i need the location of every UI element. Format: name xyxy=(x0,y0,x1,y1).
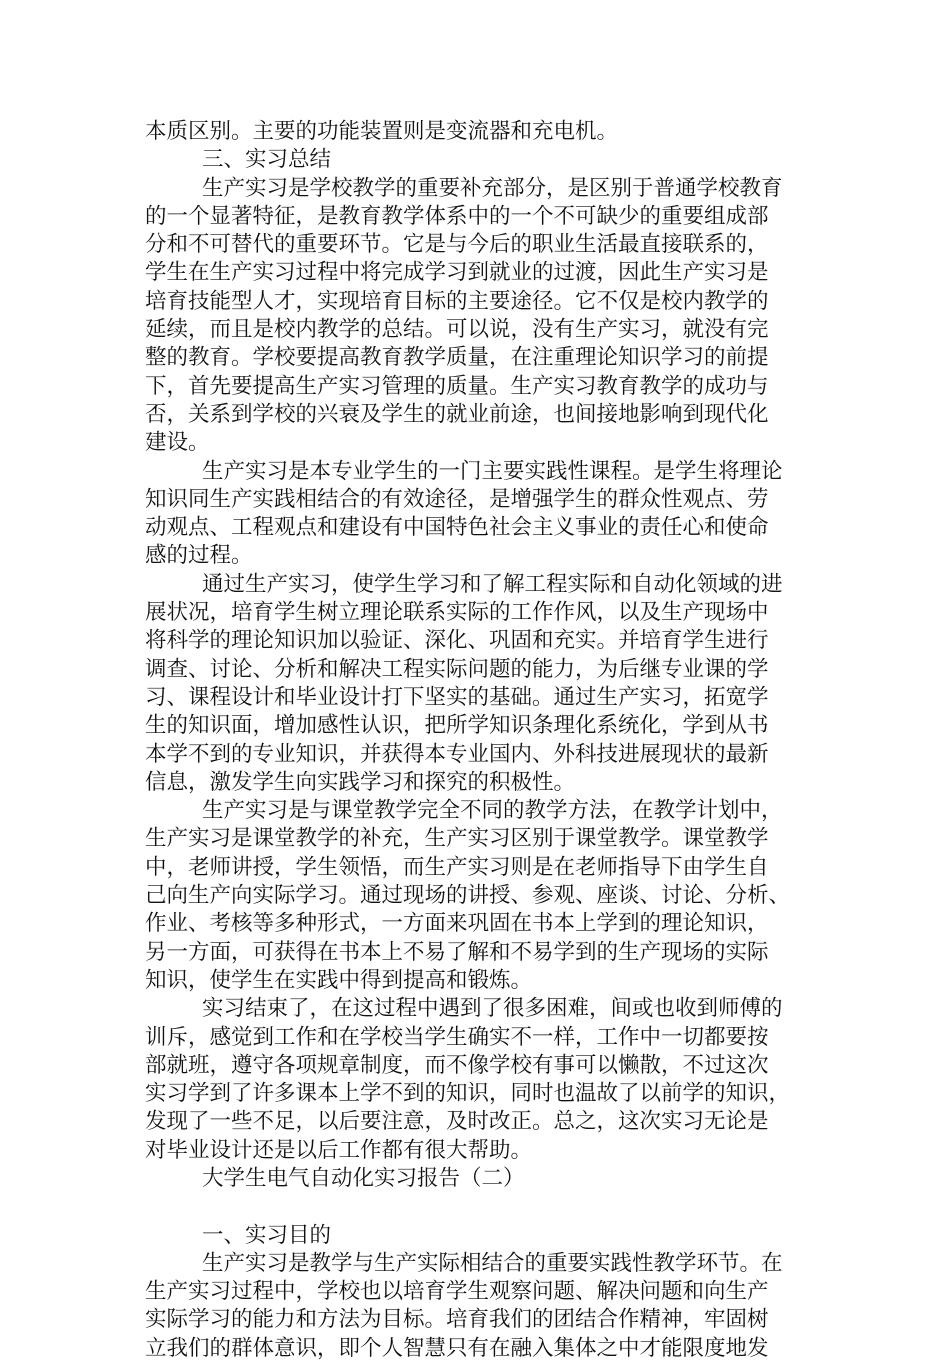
text-line: 分和不可替代的重要环节。它是与今后的职业生活最直接联系的， xyxy=(145,232,769,258)
text-line: 生的知识面，增加感性认识，把所学知识条理化系统化，学到从书 xyxy=(145,713,769,739)
text-line: 培育技能型人才，实现培育目标的主要途径。它不仅是校内教学的 xyxy=(145,288,769,314)
text-line: 展状况，培育学生树立理论联系实际的工作作风，以及生产现场中 xyxy=(145,600,769,626)
text-line: 三、实习总结 xyxy=(202,147,332,173)
text-line: 部就班，遵守各项规章制度，而不像学校有事可以懒散，不过这次 xyxy=(145,1052,769,1078)
text-line: 发现了一些不足，以后要注意，及时改正。总之，这次实习无论是 xyxy=(145,1109,769,1135)
text-line: 对毕业设计还是以后工作都有很大帮助。 xyxy=(145,1137,533,1163)
text-line: 知识，使学生在实践中得到提高和锻炼。 xyxy=(145,967,533,993)
text-line: 的一个显著特征，是教育教学体系中的一个不可缺少的重要组成部 xyxy=(145,203,769,229)
text-line: 否，关系到学校的兴衰及学生的就业前途，也间接地影响到现代化 xyxy=(145,401,769,427)
text-line: 生产实习是本专业学生的一门主要实践性课程。是学生将理论 xyxy=(202,458,783,484)
text-line: 作业、考核等多种形式，一方面来巩固在书本上学到的理论知识， xyxy=(145,911,769,937)
text-line: 生产实习是与课堂教学完全不同的教学方法，在教学计划中， xyxy=(202,798,783,824)
text-line: 本质区别。主要的功能装置则是变流器和充电机。 xyxy=(145,119,619,144)
text-line: 立我们的群体意识，即个人智慧只有在融入集体之中才能限度地发 xyxy=(145,1335,769,1361)
blank-line xyxy=(145,1193,810,1221)
text-line: 实习学到了许多课本上学不到的知识，同时也温故了以前学的知识， xyxy=(145,1081,791,1107)
text-line: 动观点、工程观点和建设有中国特色社会主义事业的责任心和使命 xyxy=(145,515,769,541)
text-line: 生产实习是学校教学的重要补充部分，是区别于普通学校教育 xyxy=(202,175,783,201)
text-line: 另一方面，可获得在书本上不易了解和不易学到的生产现场的实际 xyxy=(145,939,769,965)
text-line: 一、实习目的 xyxy=(202,1222,332,1248)
text-line: 整的教育。学校要提高教育教学质量，在注重理论知识学习的前提 xyxy=(145,345,769,371)
text-line: 学生在生产实习过程中将完成学习到就业的过渡，因此生产实习是 xyxy=(145,260,769,286)
text-line: 中，老师讲授，学生领悟，而生产实习则是在老师指导下由学生自 xyxy=(145,854,769,880)
text-line: 生产实习是课堂教学的补充，生产实习区别于课堂教学。课堂教学 xyxy=(145,826,769,852)
text-line: 调查、讨论、分析和解决工程实际问题的能力，为后继专业课的学 xyxy=(145,656,769,682)
text-line: 实际学习的能力和方法为目标。培育我们的团结合作精神，牢固树 xyxy=(145,1307,769,1333)
text-line: 通过生产实习，使学生学习和了解工程实际和自动化领域的进 xyxy=(202,571,783,597)
text-line: 知识同生产实践相结合的有效途径，是增强学生的群众性观点、劳 xyxy=(145,486,769,512)
text-line: 将科学的理论知识加以验证、深化、巩固和充实。并培育学生进行 xyxy=(145,628,769,654)
text-line: 延续，而且是校内教学的总结。可以说，没有生产实习，就没有完 xyxy=(145,317,769,343)
text-line: 生产实习是教学与生产实际相结合的重要实践性教学环节。在 xyxy=(202,1250,783,1276)
text-line: 信息，激发学生向实践学习和探究的积极性。 xyxy=(145,769,576,795)
text-line: 大学生电气自动化实习报告（二） xyxy=(202,1165,525,1191)
text-line: 生产实习过程中，学校也以培育学生观察问题、解决问题和向生产 xyxy=(145,1279,769,1305)
text-line: 实习结束了，在这过程中遇到了很多困难，间或也收到师傅的 xyxy=(202,996,783,1022)
text-line: 习、课程设计和毕业设计打下坚实的基础。通过生产实习，拓宽学 xyxy=(145,684,769,710)
text-line: 己向生产向实际学习。通过现场的讲授、参观、座谈、讨论、分析、 xyxy=(145,883,791,909)
text-line: 建设。 xyxy=(145,430,210,456)
document-body xyxy=(145,118,810,1363)
text-line: 训斥，感觉到工作和在学校当学生确实不一样，工作中一切都要按 xyxy=(145,1024,769,1050)
text-line: 下，首先要提高生产实习管理的质量。生产实习教育教学的成功与 xyxy=(145,373,769,399)
text-line: 本学不到的专业知识，并获得本专业国内、外科技进展现状的最新 xyxy=(145,741,769,767)
text-line: 感的过程。 xyxy=(145,543,253,569)
